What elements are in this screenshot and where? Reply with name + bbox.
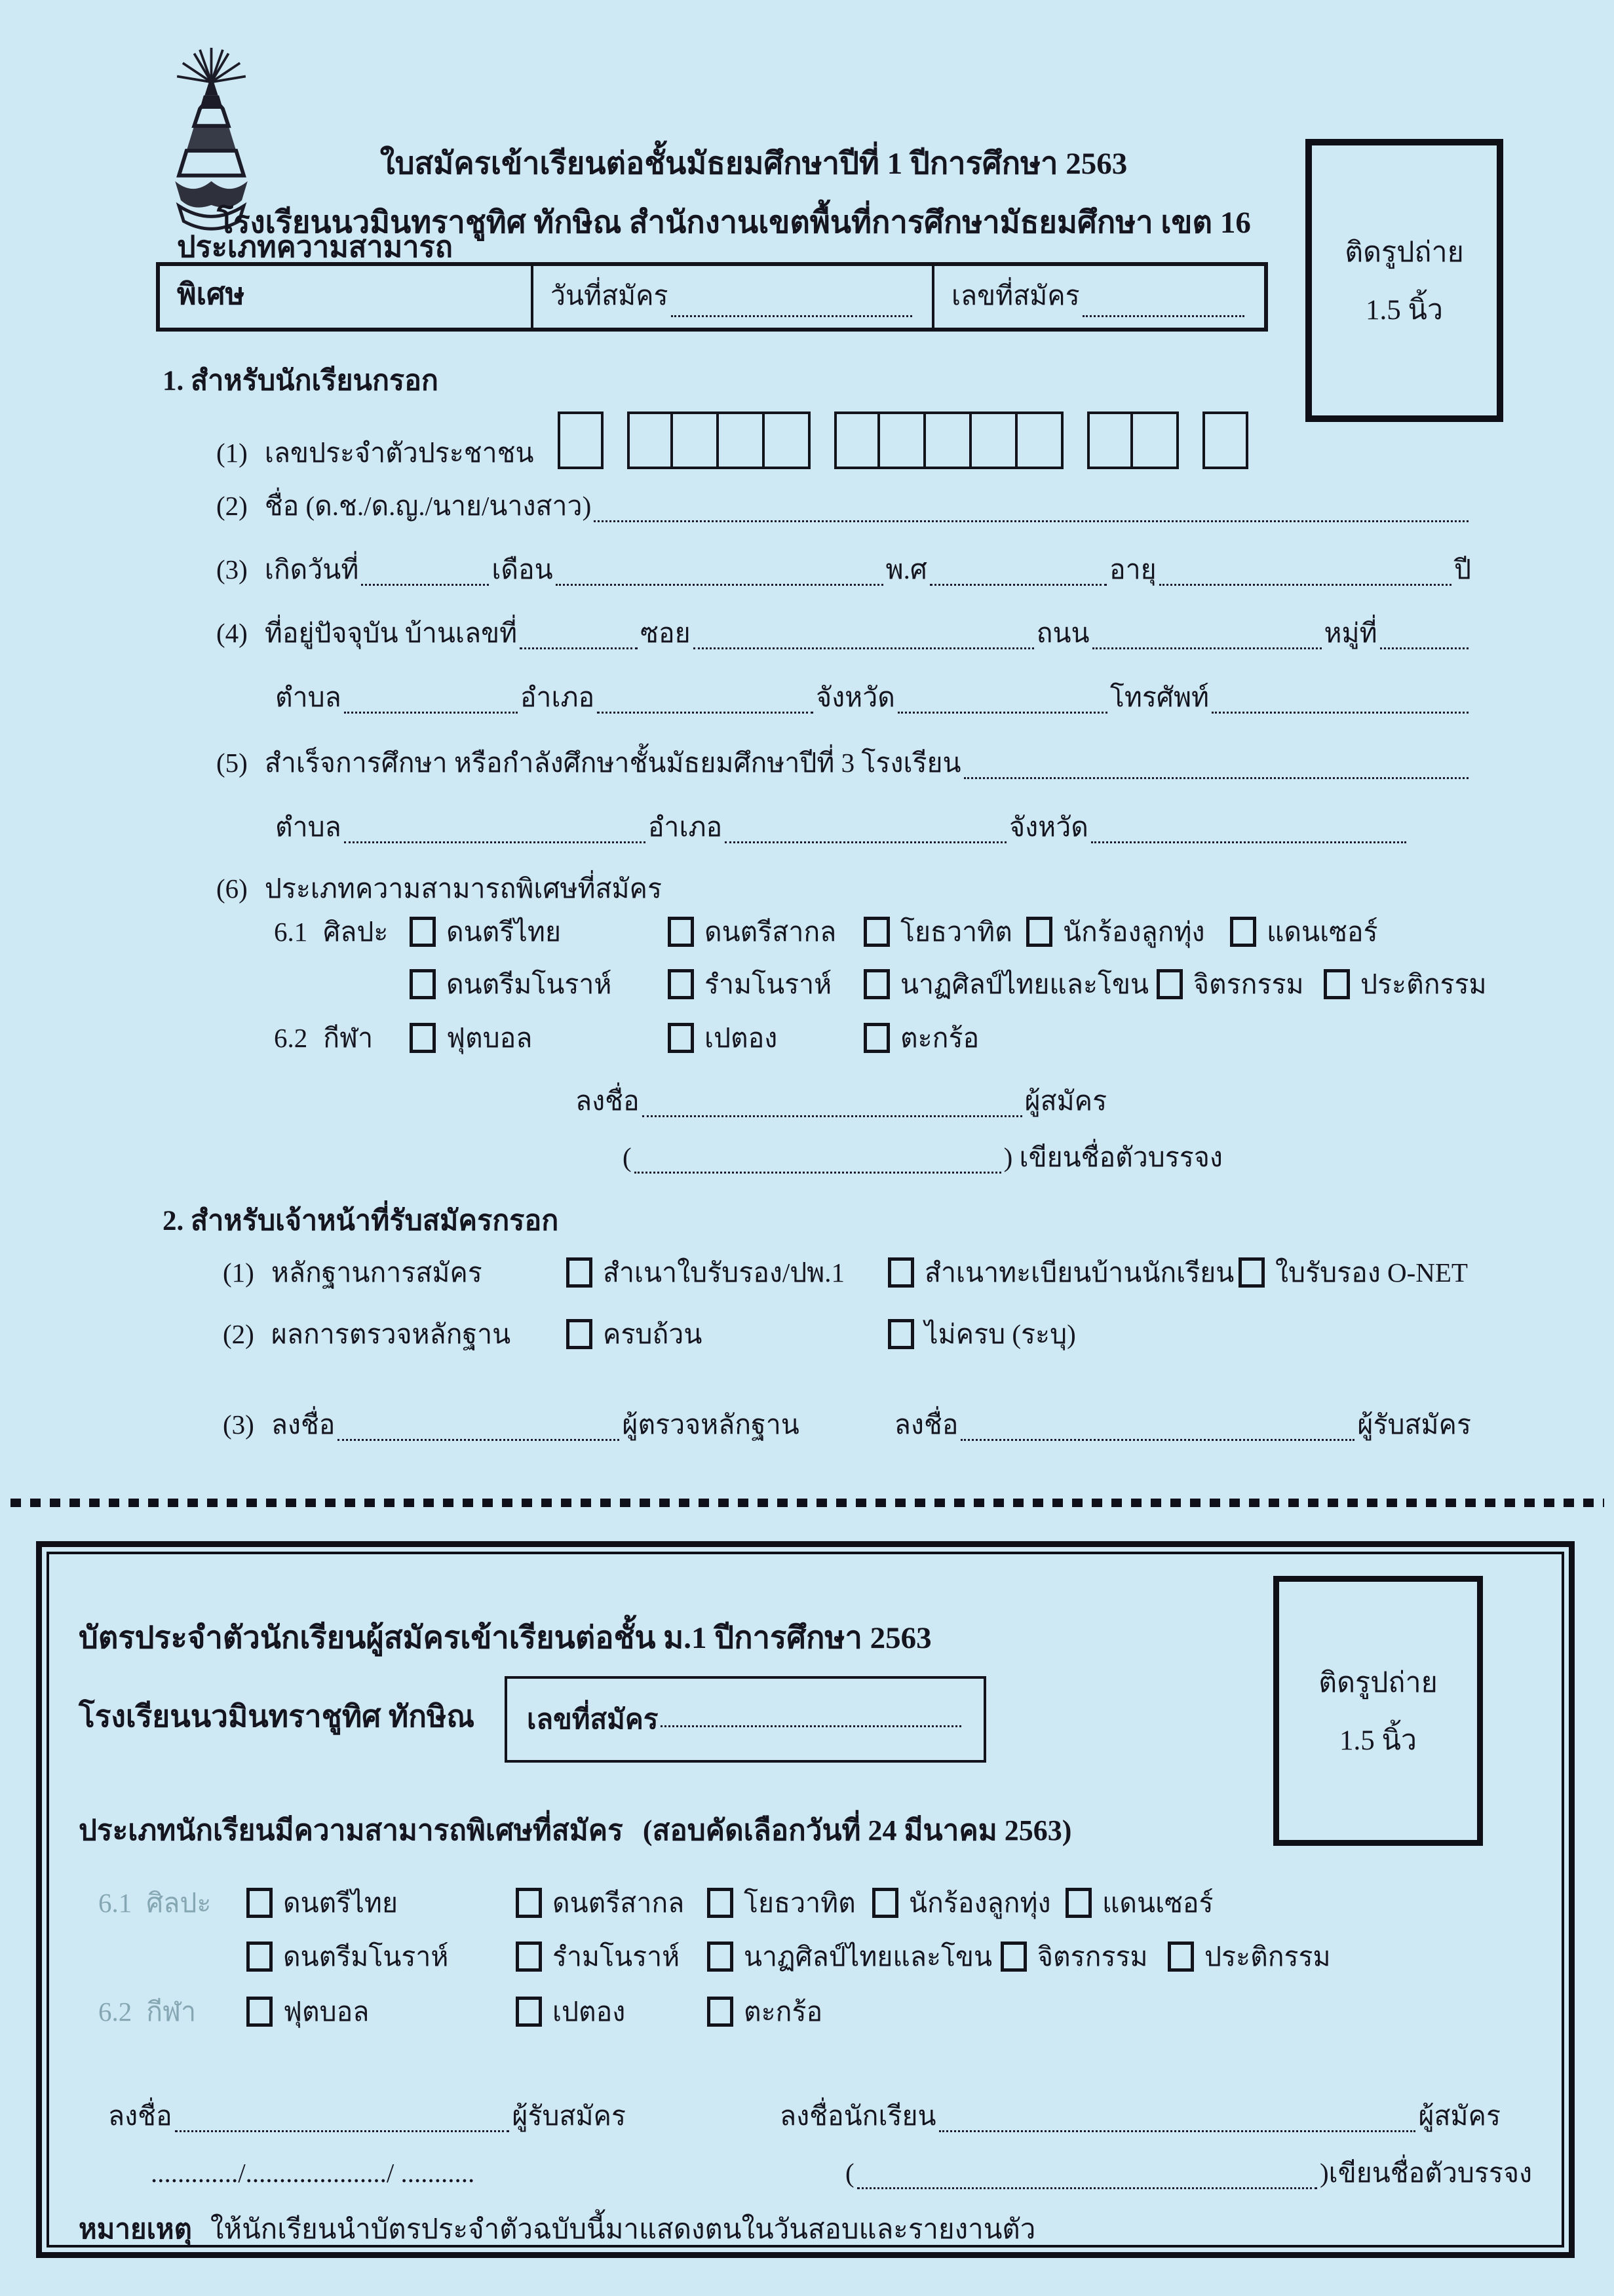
card-checkbox-petanque[interactable] bbox=[516, 1997, 542, 2027]
card-note-row bbox=[79, 2213, 1035, 2246]
birth-year-label: พ.ศ bbox=[885, 554, 927, 584]
option-label: เปตอง bbox=[552, 1997, 626, 2027]
card-paren-open: ( bbox=[845, 2158, 855, 2188]
moo-label: หมู่ที่ bbox=[1324, 618, 1377, 648]
option-label: เปตอง bbox=[704, 1023, 778, 1053]
house-no-fill-line[interactable] bbox=[520, 634, 638, 650]
officer-signature-row bbox=[223, 1409, 1471, 1441]
birth-day-fill-line[interactable] bbox=[361, 571, 489, 586]
card-checkbox-painting[interactable] bbox=[1001, 1942, 1027, 1972]
item5-number: (5) bbox=[216, 748, 248, 778]
tambon-fill-line[interactable] bbox=[344, 698, 518, 714]
checkbox-petanque[interactable] bbox=[668, 1023, 694, 1053]
card-sport-group-name: กีฬา bbox=[146, 1997, 197, 2027]
card-photo-attach-box bbox=[1273, 1576, 1483, 1846]
special-ability-header-cell bbox=[160, 231, 531, 328]
school-tambon-fill-line[interactable] bbox=[344, 828, 645, 844]
id-digit-group-1 bbox=[558, 411, 604, 469]
checkbox-folk-singer[interactable] bbox=[1026, 917, 1052, 947]
option-label: โยธวาทิต bbox=[744, 1888, 856, 1918]
option-label: จิตรกรรม bbox=[1193, 969, 1304, 999]
soi-label: ซอย bbox=[640, 618, 691, 648]
evidence-check-label-wrap bbox=[223, 1318, 566, 1350]
amphoe-fill-line[interactable] bbox=[597, 698, 813, 714]
art-group-name: ศิลปะ bbox=[323, 917, 389, 947]
card-checkbox-thai-dance-khon[interactable] bbox=[707, 1942, 733, 1972]
item1-number: (1) bbox=[216, 437, 248, 468]
card-student-signature-row bbox=[780, 2100, 1501, 2132]
id-digit-box[interactable] bbox=[673, 411, 719, 469]
option-nora-music bbox=[410, 968, 668, 1001]
sign-label-receiver: ลงชื่อ bbox=[894, 1409, 959, 1440]
option-nora-dance bbox=[668, 968, 864, 1001]
option-petanque bbox=[668, 1022, 864, 1054]
form-title-text: ใบสมัครเข้าเรียนต่อชั้นมัธยมศึกษาปีที่ 1 ปีการศึกษา 2563 bbox=[379, 147, 1128, 181]
card-title-row bbox=[79, 1620, 932, 1656]
option-folk-singer bbox=[1026, 916, 1230, 948]
id-digit-box[interactable] bbox=[627, 411, 673, 469]
option-label: รำมโนราห์ bbox=[552, 1942, 680, 1972]
tambon-label: ตำบล bbox=[275, 682, 341, 712]
option-label: นาฏศิลป์ไทยและโขน bbox=[900, 969, 1149, 999]
checkbox-marching-band[interactable] bbox=[864, 917, 890, 947]
birth-month-label: เดือน bbox=[491, 554, 553, 584]
checker-label: ผู้ตรวจหลักฐาน bbox=[622, 1409, 799, 1440]
card-sport-options-row bbox=[98, 1996, 822, 2028]
card-option-nora-dance bbox=[516, 1941, 707, 1973]
age-unit-label: ปี bbox=[1453, 554, 1471, 584]
option-complete bbox=[566, 1318, 888, 1350]
checkbox-transcript-copy[interactable] bbox=[566, 1257, 592, 1288]
card-photo-size-label: 1.5 นิ้ว bbox=[1339, 1725, 1417, 1756]
age-fill-line[interactable] bbox=[1159, 571, 1451, 586]
cut-dashed-line bbox=[10, 1499, 1604, 1507]
sport-group-label bbox=[274, 1022, 410, 1054]
option-label: ครบถ้วน bbox=[603, 1319, 702, 1349]
applicant-printed-name-row bbox=[623, 1141, 1223, 1174]
card-regno-label: เลขที่สมัคร bbox=[527, 1705, 659, 1735]
option-sculpture bbox=[1324, 968, 1487, 1001]
card-title: บัตรประจำตัวนักเรียนผู้สมัครเข้าเรียนต่อชั้น ม.1 ปีการศึกษา 2563 bbox=[79, 1621, 932, 1655]
checkbox-onet-certificate[interactable] bbox=[1239, 1257, 1265, 1288]
birthdate-row bbox=[216, 554, 1471, 586]
card-option-thai-music bbox=[246, 1887, 516, 1919]
option-label: แดนเซอร์ bbox=[1267, 917, 1378, 947]
option-label: ใบรับรอง O-NET bbox=[1275, 1257, 1468, 1288]
apply-date-fill-line[interactable] bbox=[671, 302, 912, 318]
card-option-sculpture bbox=[1168, 1941, 1331, 1973]
option-sepak-takraw bbox=[864, 1022, 979, 1054]
receiver-signature-line[interactable] bbox=[961, 1426, 1355, 1442]
printed-name-label: ) เขียนชื่อตัวบรรจง bbox=[1003, 1142, 1223, 1172]
evidence-label: หลักฐานการสมัคร bbox=[271, 1257, 482, 1288]
applicant-signature-row bbox=[575, 1085, 1107, 1117]
card-receiver-signature-row bbox=[108, 2100, 626, 2132]
applicant-signature-line[interactable] bbox=[642, 1102, 1022, 1118]
card-checkbox-nora-dance[interactable] bbox=[516, 1942, 542, 1972]
option-label: ดนตรีมโนราห์ bbox=[446, 969, 612, 999]
id-digit-box[interactable] bbox=[972, 411, 1018, 469]
card-school-name: โรงเรียนนวมินทราชูทิศ ทักษิณ bbox=[79, 1700, 475, 1733]
card-option-folk-singer bbox=[872, 1887, 1066, 1919]
option-incomplete bbox=[888, 1318, 1081, 1350]
card-checkbox-dancer[interactable] bbox=[1066, 1888, 1092, 1918]
card-school-row bbox=[79, 1698, 474, 1734]
option-label: ประติกรรม bbox=[1204, 1942, 1331, 1972]
option-label: นักร้องลูกทุ่ง bbox=[1063, 917, 1205, 947]
card-regno-box bbox=[505, 1676, 986, 1763]
option-painting bbox=[1157, 968, 1324, 1001]
info-bar bbox=[156, 231, 1268, 332]
item4-number: (4) bbox=[216, 618, 248, 648]
apply-date-cell bbox=[531, 266, 932, 328]
card-exam-date-label: (สอบคัดเลือกวันที่ 24 มีนาคม 2563) bbox=[642, 1814, 1072, 1846]
house-no-label: ที่อยู่ปัจจุบัน บ้านเลขที่ bbox=[264, 618, 518, 648]
id-digit-box[interactable] bbox=[834, 411, 880, 469]
option-thai-music bbox=[410, 916, 668, 948]
option-label: โยธวาทิต bbox=[900, 917, 1012, 947]
phone-label: โทรศัพท์ bbox=[1109, 682, 1209, 712]
card-option-football bbox=[246, 1996, 516, 2028]
form-title bbox=[229, 145, 1278, 182]
checker-signature-line[interactable] bbox=[337, 1426, 619, 1442]
previous-school-row bbox=[216, 747, 1471, 779]
card-receiver-label: ผู้รับสมัคร bbox=[512, 2101, 626, 2131]
card-option-petanque bbox=[516, 1996, 707, 2028]
name-fill-line[interactable] bbox=[594, 507, 1469, 523]
s2-item3-number: (3) bbox=[223, 1409, 254, 1440]
id-digit-box[interactable] bbox=[558, 411, 604, 469]
card-checkbox-football[interactable] bbox=[246, 1997, 273, 2027]
address-row-2 bbox=[275, 681, 1471, 714]
option-label: ฟุตบอล bbox=[446, 1023, 533, 1053]
card-date-row bbox=[151, 2157, 474, 2189]
card-printed-name-label: )เขียนชื่อตัวบรรจง bbox=[1320, 2158, 1532, 2188]
evidence-row bbox=[223, 1257, 1471, 1289]
option-football bbox=[410, 1022, 668, 1054]
school-amphoe-label: อำเภอ bbox=[647, 812, 723, 842]
card-art-options-row-2 bbox=[246, 1941, 1331, 1973]
card-applicant-label: ผู้สมัคร bbox=[1418, 2101, 1501, 2131]
option-label: ดนตรีสากล bbox=[552, 1888, 685, 1918]
section1-heading bbox=[163, 364, 438, 398]
checkbox-football[interactable] bbox=[410, 1023, 436, 1053]
option-label: นาฏศิลป์ไทยและโขน bbox=[744, 1942, 993, 1972]
card-type-label: ประเภทนักเรียนมีความสามารถพิเศษที่สมัคร bbox=[79, 1814, 623, 1846]
id-digit-box[interactable] bbox=[719, 411, 765, 469]
card-checkbox-sculpture[interactable] bbox=[1168, 1942, 1194, 1972]
id-digit-group-3 bbox=[834, 411, 1064, 469]
art-options-row-2 bbox=[410, 968, 1487, 1001]
checkbox-incomplete[interactable] bbox=[888, 1319, 914, 1349]
previous-school-label: สำเร็จการศึกษา หรือกำลังศึกษาชั้นมัธยมศึกษาปีที่ 3 โรงเรียน bbox=[264, 748, 961, 778]
photo-attach-box bbox=[1305, 139, 1503, 422]
card-art-group-name: ศิลปะ bbox=[146, 1888, 212, 1918]
id-digit-box[interactable] bbox=[880, 411, 926, 469]
card-sport-group-label bbox=[98, 1996, 246, 2028]
photo-size-label: 1.5 นิ้ว bbox=[1365, 295, 1444, 326]
card-sign-label: ลงชื่อ bbox=[108, 2101, 172, 2131]
card-type-row bbox=[79, 1814, 1071, 1848]
address-row bbox=[216, 617, 1471, 649]
printed-name-line[interactable] bbox=[634, 1158, 1001, 1174]
card-note-label: หมายเหตุ bbox=[79, 2215, 192, 2245]
option-marching-band bbox=[864, 916, 1026, 948]
school-province-label: จังหวัด bbox=[1009, 812, 1088, 842]
card-note-text: ให้นักเรียนนำบัตรประจำตัวฉบับนี้มาแสดงตนในวันสอบและรายงานตัว bbox=[210, 2215, 1036, 2245]
province-label: จังหวัด bbox=[816, 682, 895, 712]
section2-heading bbox=[163, 1204, 558, 1238]
apply-date-label: วันที่สมัคร bbox=[550, 280, 668, 311]
apply-number-label: เลขที่สมัคร bbox=[951, 280, 1080, 311]
amphoe-label: อำเภอ bbox=[520, 682, 595, 712]
option-western-music bbox=[668, 916, 864, 948]
option-label: ตะกร้อ bbox=[900, 1023, 980, 1053]
card-option-thai-dance-khon bbox=[707, 1941, 1001, 1973]
option-label: สำเนาทะเบียนบ้านนักเรียน bbox=[925, 1257, 1235, 1288]
card-option-dancer bbox=[1066, 1887, 1214, 1919]
option-house-registration bbox=[888, 1257, 1239, 1289]
checkbox-thai-dance-khon[interactable] bbox=[864, 969, 890, 999]
moo-fill-line[interactable] bbox=[1380, 634, 1469, 650]
card-printed-name-row bbox=[845, 2157, 1532, 2189]
option-label: ดนตรีสากล bbox=[704, 917, 837, 947]
section1-heading-text: 1. สำหรับนักเรียนกรอก bbox=[163, 366, 438, 396]
age-label: อายุ bbox=[1109, 554, 1157, 584]
card-checkbox-marching-band[interactable] bbox=[707, 1888, 733, 1918]
birth-day-label: เกิดวันที่ bbox=[264, 554, 359, 584]
art-group-number: 6.1 bbox=[274, 917, 308, 947]
receiver-label: ผู้รับสมัคร bbox=[1357, 1409, 1471, 1440]
ability-type-row bbox=[216, 873, 662, 905]
special-ability-header-label: ประเภทความสามารถพิเศษ bbox=[177, 231, 453, 311]
option-label: ดนตรีมโนราห์ bbox=[283, 1942, 449, 1972]
checkbox-nora-dance[interactable] bbox=[668, 969, 694, 999]
card-student-signature-line[interactable] bbox=[939, 2117, 1416, 2133]
checkbox-sepak-takraw[interactable] bbox=[864, 1023, 890, 1053]
option-label: ดนตรีไทย bbox=[446, 917, 561, 947]
checkbox-sculpture[interactable] bbox=[1324, 969, 1350, 999]
card-checkbox-sepak-takraw[interactable] bbox=[707, 1997, 733, 2027]
previous-school-fill-line[interactable] bbox=[964, 764, 1469, 780]
card-option-western-music bbox=[516, 1887, 707, 1919]
birth-year-fill-line[interactable] bbox=[930, 571, 1107, 586]
option-label: ฟุตบอล bbox=[283, 1997, 370, 2027]
item2-number: (2) bbox=[216, 491, 248, 521]
card-option-nora-music bbox=[246, 1941, 516, 1973]
card-art-group-label bbox=[98, 1887, 246, 1919]
s2-item2-number: (2) bbox=[223, 1319, 254, 1349]
birth-month-fill-line[interactable] bbox=[556, 571, 883, 586]
card-regno-fill-line[interactable] bbox=[661, 1712, 961, 1727]
section2-heading-text: 2. สำหรับเจ้าหน้าที่รับสมัครกรอก bbox=[163, 1206, 559, 1236]
name-label: ชื่อ (ด.ช./ด.ญ./นาย/นางสาว) bbox=[264, 491, 592, 521]
option-label: ประติกรรม bbox=[1360, 969, 1487, 999]
checkbox-thai-music[interactable] bbox=[410, 917, 436, 947]
province-fill-line[interactable] bbox=[898, 698, 1107, 714]
id-digit-box[interactable] bbox=[765, 411, 811, 469]
school-name-text: โรงเรียนนวมินทราชูทิศ ทักษิณ สำนักงานเขตพื้นที่การศึกษามัธยมศึกษา เขต 16 bbox=[217, 206, 1251, 240]
option-transcript-copy bbox=[566, 1257, 888, 1289]
school-tambon-label: ตำบล bbox=[275, 812, 341, 842]
sign-label-checker: ลงชื่อ bbox=[271, 1409, 336, 1440]
card-printed-name-line[interactable] bbox=[857, 2174, 1317, 2190]
id-digit-group-2 bbox=[627, 411, 811, 469]
school-province-fill-line[interactable] bbox=[1091, 828, 1406, 844]
card-photo-attach-label: ติดรูปถ่าย bbox=[1318, 1668, 1438, 1698]
applicant-label: ผู้สมัคร bbox=[1024, 1086, 1107, 1116]
item3-number: (3) bbox=[216, 554, 248, 584]
card-checkbox-nora-music[interactable] bbox=[246, 1942, 273, 1972]
option-dancer bbox=[1230, 916, 1378, 948]
evidence-label-wrap bbox=[223, 1257, 566, 1289]
card-art-group-number: 6.1 bbox=[98, 1888, 132, 1918]
phone-fill-line[interactable] bbox=[1212, 698, 1469, 714]
apply-number-fill-line[interactable] bbox=[1083, 302, 1244, 318]
road-label: ถนน bbox=[1036, 618, 1090, 648]
id-digit-group-4 bbox=[1087, 411, 1179, 469]
card-sport-group-number: 6.2 bbox=[98, 1997, 132, 2027]
id-digit-box[interactable] bbox=[1018, 411, 1064, 469]
card-student-sign-label: ลงชื่อนักเรียน bbox=[780, 2101, 936, 2131]
card-option-painting bbox=[1001, 1941, 1168, 1973]
item6-number: (6) bbox=[216, 873, 248, 904]
sport-group-name: กีฬา bbox=[323, 1023, 374, 1053]
option-label: สำเนาใบรับรอง/ปพ.1 bbox=[603, 1257, 845, 1288]
school-amphoe-fill-line[interactable] bbox=[725, 828, 1007, 844]
option-label: ดนตรีไทย bbox=[283, 1888, 398, 1918]
checkbox-complete[interactable] bbox=[566, 1319, 592, 1349]
soi-fill-line[interactable] bbox=[693, 634, 1034, 650]
checkbox-house-registration[interactable] bbox=[888, 1257, 914, 1288]
citizen-id-row bbox=[216, 411, 1248, 469]
road-fill-line[interactable] bbox=[1092, 634, 1322, 650]
sign-label: ลงชื่อ bbox=[575, 1086, 640, 1116]
evidence-check-row bbox=[223, 1318, 1471, 1350]
photo-attach-label: ติดรูปถ่าย bbox=[1345, 237, 1464, 268]
card-checkbox-western-music[interactable] bbox=[516, 1888, 542, 1918]
option-label: จิตรกรรม bbox=[1037, 1942, 1148, 1972]
previous-school-address-row bbox=[275, 811, 1409, 843]
paren-open: ( bbox=[623, 1142, 632, 1172]
id-digit-box[interactable] bbox=[1087, 411, 1133, 469]
citizen-id-label: เลขประจำตัวประชาชน bbox=[264, 437, 534, 468]
checkbox-western-music[interactable] bbox=[668, 917, 694, 947]
checkbox-nora-music[interactable] bbox=[410, 969, 436, 999]
sport-group-number: 6.2 bbox=[274, 1023, 308, 1053]
option-label: แดนเซอร์ bbox=[1102, 1888, 1214, 1918]
ability-type-label: ประเภทความสามารถพิเศษที่สมัคร bbox=[264, 873, 663, 904]
card-art-options-row-1 bbox=[98, 1887, 1214, 1919]
name-row bbox=[216, 490, 1471, 522]
id-digit-box[interactable] bbox=[1202, 411, 1248, 469]
art-group-label bbox=[274, 916, 410, 948]
option-label: ไม่ครบ (ระบุ) bbox=[925, 1319, 1076, 1349]
card-checkbox-folk-singer[interactable] bbox=[872, 1888, 898, 1918]
evidence-check-label: ผลการตรวจหลักฐาน bbox=[271, 1319, 511, 1349]
s2-item1-number: (1) bbox=[223, 1257, 254, 1288]
card-date-fill-text[interactable]: ............./...................../ ........... bbox=[151, 2158, 475, 2188]
card-option-marching-band bbox=[707, 1887, 872, 1919]
option-label: ตะกร้อ bbox=[744, 1997, 823, 2027]
art-options-row-1 bbox=[274, 916, 1378, 948]
checkbox-dancer[interactable] bbox=[1230, 917, 1256, 947]
card-receiver-signature-line[interactable] bbox=[175, 2117, 510, 2133]
checkbox-painting[interactable] bbox=[1157, 969, 1183, 999]
card-checkbox-thai-music[interactable] bbox=[246, 1888, 273, 1918]
option-label: นักร้องลูกทุ่ง bbox=[909, 1888, 1051, 1918]
id-digit-box[interactable] bbox=[926, 411, 972, 469]
id-digit-group-5 bbox=[1202, 411, 1248, 469]
sport-options-row bbox=[274, 1022, 979, 1054]
card-option-sepak-takraw bbox=[707, 1996, 822, 2028]
option-thai-dance-khon bbox=[864, 968, 1157, 1001]
option-label: รำมโนราห์ bbox=[704, 969, 832, 999]
option-onet-certificate bbox=[1239, 1257, 1468, 1289]
id-digit-box[interactable] bbox=[1133, 411, 1179, 469]
apply-number-cell bbox=[932, 266, 1264, 328]
